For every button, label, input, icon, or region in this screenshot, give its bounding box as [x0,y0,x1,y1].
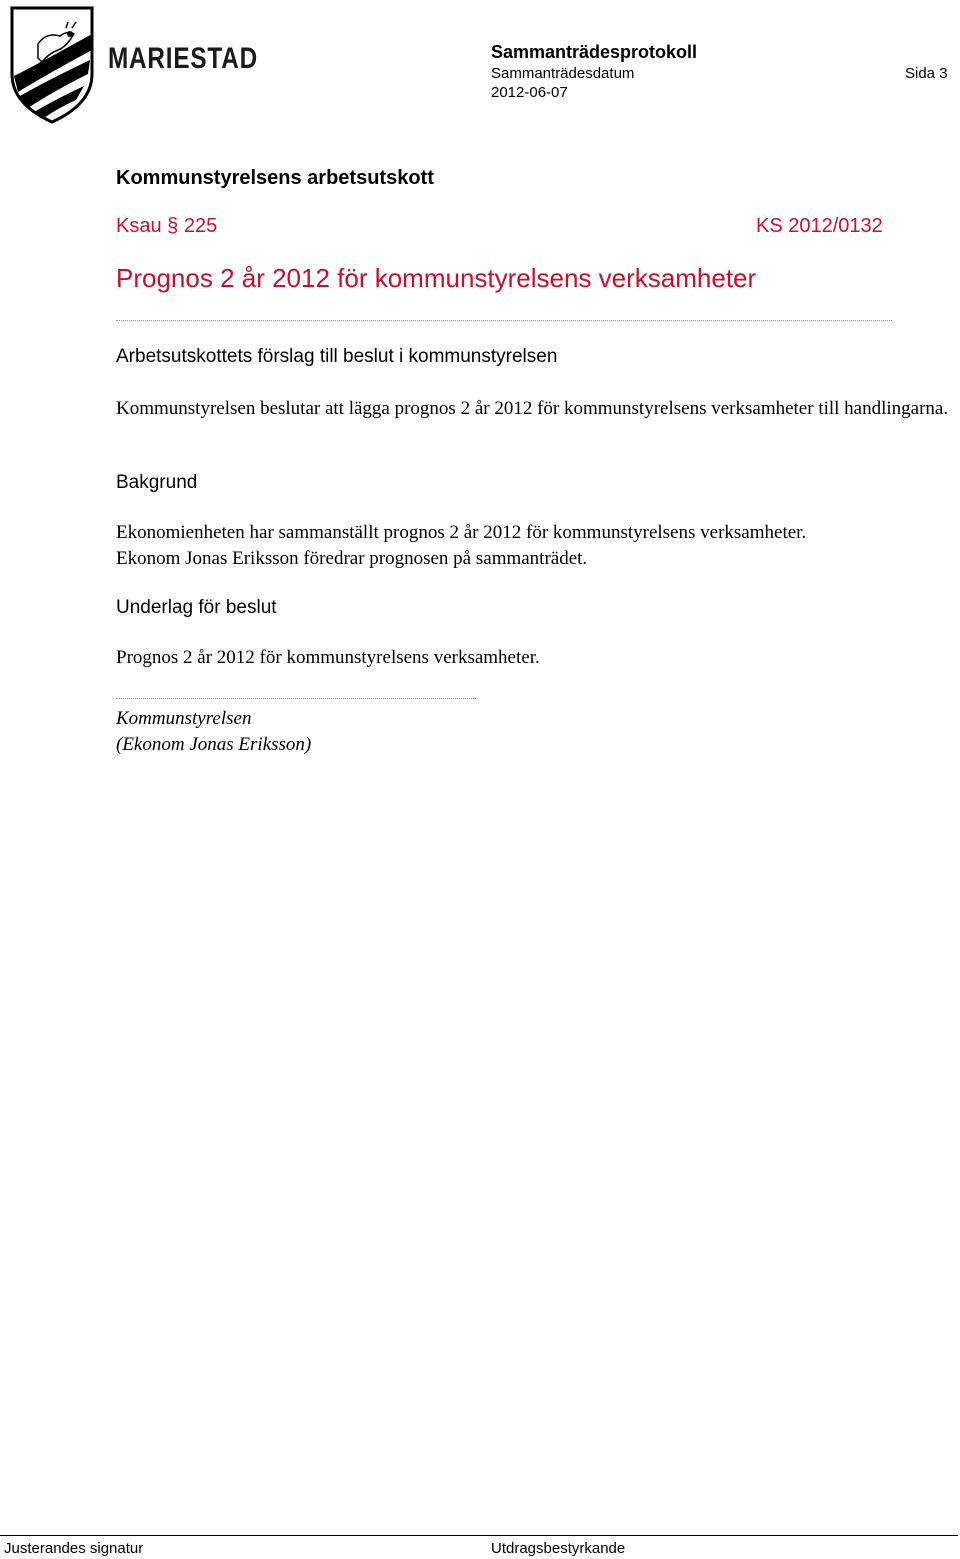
proposal-text: Kommunstyrelsen beslutar att lägga prognos 2 år 2012 för kommunstyrelsens verksamheter till handlingarna. [116,398,949,419]
committee-name: Kommunstyrelsens arbetsutskott [116,167,434,189]
background-line: Ekonomienheten har sammanställt prognos 2 år 2012 för kommunstyrelsens verksamheter. [116,522,807,543]
distribution-list [116,706,311,758]
divider [116,320,892,321]
basis-text: Prognos 2 år 2012 för kommunstyrelsens verksamheter. [116,647,540,668]
item-title: Prognos 2 år 2012 för kommunstyrelsens verksamheter [116,263,757,293]
ksau-paragraph: Ksau § 225 [116,215,218,237]
proposal-heading: Arbetsutskottets förslag till beslut i kommunstyrelsen [116,346,558,367]
document-type: Sammanträdesprotokoll [491,42,698,62]
case-reference: KS 2012/0132 [756,215,883,237]
basis-heading: Underlag för beslut [116,597,277,618]
svg-text:MARIESTAD: MARIESTAD [108,42,258,75]
footer-divider [0,1535,958,1536]
background-text [116,520,956,572]
mariestad-wordmark-logo [108,40,260,74]
meeting-date-label: Sammanträdesdatum [491,65,635,82]
background-line: Ekonom Jonas Eriksson föredrar prognosen på sammanträdet. [116,548,588,569]
background-heading: Bakgrund [116,472,198,493]
divider [116,698,476,699]
mariestad-crest-logo [8,4,96,126]
meeting-date-value: 2012-06-07 [491,84,568,101]
extract-certification-label: Utdragsbestyrkande [491,1540,626,1557]
distribution-recipient: (Ekonom Jonas Eriksson) [116,734,312,755]
distribution-recipient: Kommunstyrelsen [116,708,252,729]
page-number: Sida 3 [905,65,948,82]
signature-label: Justerandes signatur [4,1540,144,1557]
